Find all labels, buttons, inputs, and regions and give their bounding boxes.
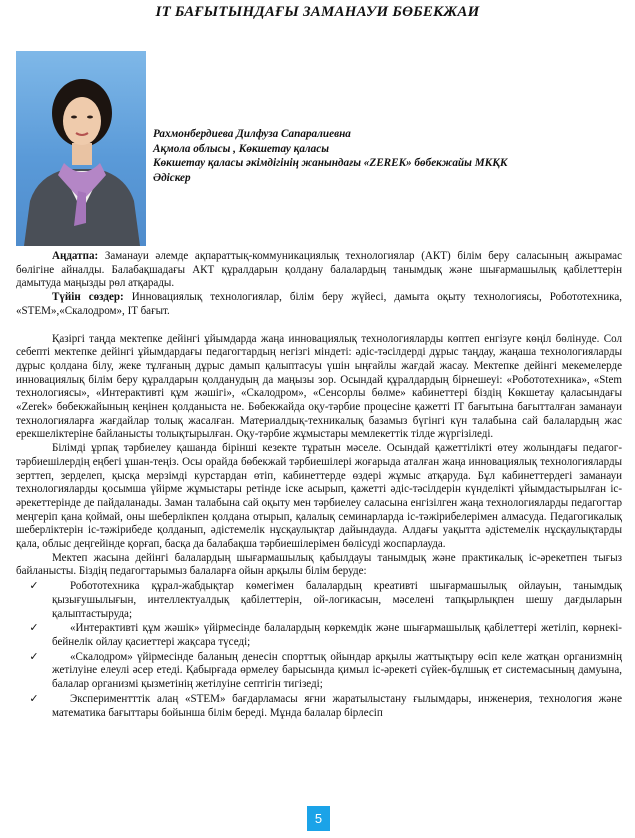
abstract: [16, 250, 622, 291]
list-item: ✓ Робототехника құрал-жабдықтар көмегімен балалардың креативті шығармашылық ойлауын, танымдық қызығушылығын, интеллектуалдық қабілеттерін, ой-логикасын, мәселені тапқырлықпен шешу дағдыларын қалыптастыруда;: [16, 579, 622, 621]
author-region: Ақмола облысы , Көкшетау қаласы: [153, 142, 329, 155]
author-block: [153, 127, 623, 185]
paragraph: Білімді ұрпақ тәрбиелеу қашанда бірінші кезекте тұратын мәселе. Осындай қажеттілікті өтеу жолындағы педагог-тәрбиешілердің еңбегі ұшан-теңіз. Осы орайда бөбекжай тәрбиешілері жоғарыда аталған жаңа инновациялық технологияларды зерттеп, зерделеп, қысқа мерзімді курстардан өтіп, кабинеттерде өздері жұмыс атқаруда. Бұл кабинеттердегі заманауи технологияларды қосымша үйірме жұмыстары ретінде іске асырып, қажетті әдіс-тәсілдерін күнделікті ұйымдастырылған іс-әрекеттерінде де пайдаланады. Заман талабына сай оқыту мен тәрбиелеу саласына енгізілген жаңа технологияларды педагогтар меңгеріп қана қоймай, оны шеберлікпен қолдана отырып, қалалық семинарларда іс-тәжірибелерімен алмасуда. Педагогикалық шеберліктерін іс-тәжірибеде қолданып, әдістемелік нұсқаулықтар дайындауда. Алдағы уақытта әдістемелік нұсқаулықтарды қала, облыс деңгейінде қорғап, басқа да балабақша тәрбиешілерімен бөлісуді жоспарлауда.: [16, 442, 622, 551]
keywords-label: Түйін сөздер:: [52, 291, 124, 304]
check-icon: ✓: [29, 621, 39, 635]
author-position: Әдіскер: [153, 171, 191, 184]
check-icon: ✓: [29, 579, 39, 593]
page-number: 5: [307, 806, 330, 831]
paragraph: Мектеп жасына дейінгі балалардың шығармашылық қабылдауы танымдық және практикалық іс-әрекетпен тығыз байланысты. Біздің педагогтарымыз балаларға ойын арқылы білім беруде:: [16, 551, 622, 578]
paragraph: Қазіргі таңда мектепке дейінгі ұйымдарда жаңа инновациялық технологияларды көптеп енгізуге көңіл бөлінуде. Сол себепті мектепке дейінгі ұйымдардағы педагогтардың негізгі міндеті: әдіс-тәсілдерді дұрыс таңдау, жаңаша технологияларды дұрыс қолдана білу, жеке тұлғаның дұрыс дамып қалыптасуы үшін ыңғайлы жағдай жасау. Мектепке дейінгі мекемелерде инновациялық білім беру құралдарын қолданудың да маңызы зор. Осындай құралдардың бірнешеуі: «Робототехника», «Stem технологиясы», «Интерактивті құм жәшігі», «Скалодром», «Сенсорлы бөлме» кабинеттері біздің Көкшетау қаласындағы «Zerek» бөбекжайының кеңінен қолданыста не. Бөбекжайда оқу-тәрбие процесіне қажетті IT бағытына бағытталған заманауи технологияларға жағдайлар толық жасалған. Материалдық-техникалық базамыз бүгінгі күн талабына сай балалардың жас ерекшеліктеріне байланысты толықтырылған. Оқу-тәрбие жұмыстары мемлекеттік тілде жүргізіледі.: [16, 332, 622, 441]
list-item: ✓ «Интерактивті құм жәшік» үйірмесінде балалардың көркемдік және шығармашылық қабілеттері жетіліп, көрнекі-бейнелік ойлау қасиеттері жақсара түседі;: [16, 621, 622, 649]
author-organization: Көкшетау қаласы әкімдігінің жанындағы «ZEREK» бөбекжайы МКҚК: [153, 157, 508, 169]
article-body: [16, 250, 622, 720]
abstract-text: Заманауи әлемде ақпараттық-коммуникациялық технологиялар (АКТ) білім беру саласының ажырамас бөлігіне айналды. Балабақшадағы АКТ құралдарын қолдану балалардың танымдық және шығармашылық қабілеттерін дамытуда маңызды рөл атқарады.: [16, 250, 622, 290]
keywords-text: Инновациялық технологиялар, білім беру жүйесі, дамыта оқыту технологиясы, Робототехника, «STEM»,«Скалодром», IT бағыт.: [16, 291, 623, 317]
check-icon: ✓: [29, 649, 39, 663]
author-photo: [16, 51, 146, 246]
abstract-label: Аңдатпа:: [52, 250, 99, 262]
check-icon: ✓: [29, 691, 39, 705]
article-title: IT БАҒЫТЫНДАҒЫ ЗАМАНАУИ БӨБЕКЖАИ: [155, 4, 480, 20]
list-item: ✓ «Скалодром» үйірмесінде баланың денесін спорттық ойындар арқылы жаттықтыру өсіп келе жатқан организмнің жетілуіне елеулі әсер етеді. Қабырғада өрмелеу барысында қимыл іс-әрекеті сүйек-бұлшық ет системасының дамуына, балалар организмі қызметінің жетілуіне септігін тигізеді;: [16, 650, 622, 692]
keywords: [16, 291, 622, 318]
author-name: Рахмонбердиева Дилфуза Сапаралиевна: [153, 128, 351, 140]
list-item: ✓ Экспериментттік алаң «STEM» бағдарламасы яғни жаратылыстану ғылымдары, инженерия, технология және математика бағыттары бойынша білім береді. Мұнда балалар бірлесіп: [16, 692, 622, 720]
author-portrait-graphic: [16, 51, 146, 246]
